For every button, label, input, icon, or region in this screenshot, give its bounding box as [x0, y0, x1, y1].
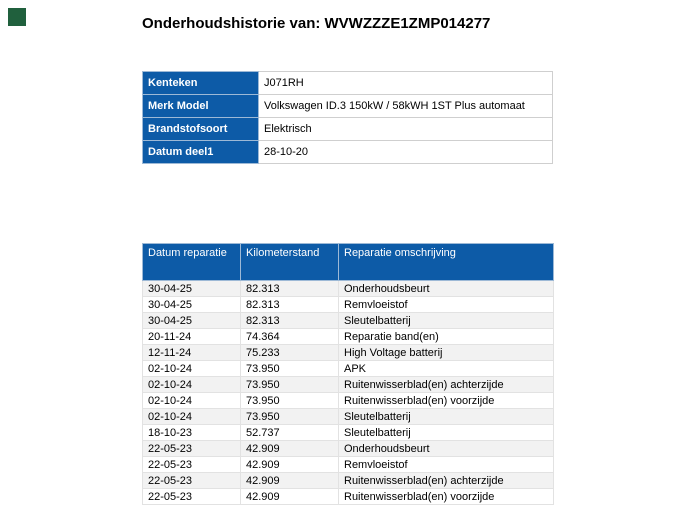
table-row: [143, 281, 554, 297]
table-row: [143, 377, 554, 393]
header-repair-date: Datum reparatie: [143, 244, 241, 281]
repair-description-cell: Ruitenwisserblad(en) achterzijde: [339, 377, 554, 393]
repair-date-cell: 22-05-23: [143, 441, 241, 457]
odometer-cell: 42.909: [241, 441, 339, 457]
header-description: Reparatie omschrijving: [339, 244, 554, 281]
table-row: [143, 473, 554, 489]
green-logo-icon: [8, 8, 26, 26]
repair-description-cell: High Voltage batterij: [339, 345, 554, 361]
vehicle-info-label: Kenteken: [143, 72, 259, 95]
repair-description-cell: Ruitenwisserblad(en) achterzijde: [339, 473, 554, 489]
repair-date-cell: 30-04-25: [143, 281, 241, 297]
vehicle-info-value: J071RH: [259, 72, 553, 95]
vehicle-info-value: Elektrisch: [259, 118, 553, 141]
table-row: [143, 489, 554, 505]
repair-description-cell: Sleutelbatterij: [339, 425, 554, 441]
odometer-cell: 74.364: [241, 329, 339, 345]
table-row: [143, 425, 554, 441]
odometer-cell: 82.313: [241, 297, 339, 313]
vehicle-info-label: Brandstofsoort: [143, 118, 259, 141]
repair-description-cell: APK: [339, 361, 554, 377]
table-row: [143, 441, 554, 457]
repair-date-cell: 18-10-23: [143, 425, 241, 441]
vehicle-info-value: 28-10-20: [259, 141, 553, 164]
table-row: [143, 393, 554, 409]
odometer-cell: 75.233: [241, 345, 339, 361]
repair-description-cell: Onderhoudsbeurt: [339, 281, 554, 297]
table-row: [143, 345, 554, 361]
odometer-cell: 82.313: [241, 281, 339, 297]
table-row: [143, 409, 554, 425]
repair-description-cell: Onderhoudsbeurt: [339, 441, 554, 457]
odometer-cell: 42.909: [241, 489, 339, 505]
table-row: [143, 95, 553, 118]
odometer-cell: 73.950: [241, 393, 339, 409]
odometer-cell: 42.909: [241, 457, 339, 473]
odometer-cell: 73.950: [241, 377, 339, 393]
repair-description-cell: Ruitenwisserblad(en) voorzijde: [339, 393, 554, 409]
repair-date-cell: 20-11-24: [143, 329, 241, 345]
odometer-cell: 73.950: [241, 361, 339, 377]
vehicle-info-label: Merk Model: [143, 95, 259, 118]
repair-date-cell: 30-04-25: [143, 297, 241, 313]
odometer-cell: 73.950: [241, 409, 339, 425]
repair-date-cell: 12-11-24: [143, 345, 241, 361]
repair-history-table: [142, 243, 554, 505]
repair-description-cell: Ruitenwisserblad(en) voorzijde: [339, 489, 554, 505]
repair-history-body: [143, 281, 554, 505]
repair-date-cell: 02-10-24: [143, 409, 241, 425]
table-row: [143, 118, 553, 141]
repair-description-cell: Sleutelbatterij: [339, 313, 554, 329]
odometer-cell: 52.737: [241, 425, 339, 441]
odometer-cell: 42.909: [241, 473, 339, 489]
page-title: Onderhoudshistorie van: WVWZZZE1ZMP014277: [142, 15, 491, 33]
repair-date-cell: 22-05-23: [143, 473, 241, 489]
table-row: [143, 329, 554, 345]
repair-date-cell: 30-04-25: [143, 313, 241, 329]
table-row: [143, 313, 554, 329]
repair-history-header: [143, 244, 554, 281]
table-row: [143, 141, 553, 164]
header-odometer: Kilometerstand: [241, 244, 339, 281]
repair-description-cell: Remvloeistof: [339, 457, 554, 473]
header-row: [143, 244, 554, 281]
vehicle-info-label: Datum deel1: [143, 141, 259, 164]
odometer-cell: 82.313: [241, 313, 339, 329]
repair-date-cell: 22-05-23: [143, 457, 241, 473]
table-row: [143, 297, 554, 313]
repair-description-cell: Reparatie band(en): [339, 329, 554, 345]
repair-description-cell: Sleutelbatterij: [339, 409, 554, 425]
vehicle-info-table: [142, 71, 553, 164]
table-row: [143, 361, 554, 377]
table-row: [143, 72, 553, 95]
repair-date-cell: 02-10-24: [143, 393, 241, 409]
table-row: [143, 457, 554, 473]
repair-description-cell: Remvloeistof: [339, 297, 554, 313]
repair-date-cell: 02-10-24: [143, 377, 241, 393]
repair-date-cell: 22-05-23: [143, 489, 241, 505]
repair-date-cell: 02-10-24: [143, 361, 241, 377]
vehicle-info-value: Volkswagen ID.3 150kW / 58kWH 1ST Plus automaat: [259, 95, 553, 118]
